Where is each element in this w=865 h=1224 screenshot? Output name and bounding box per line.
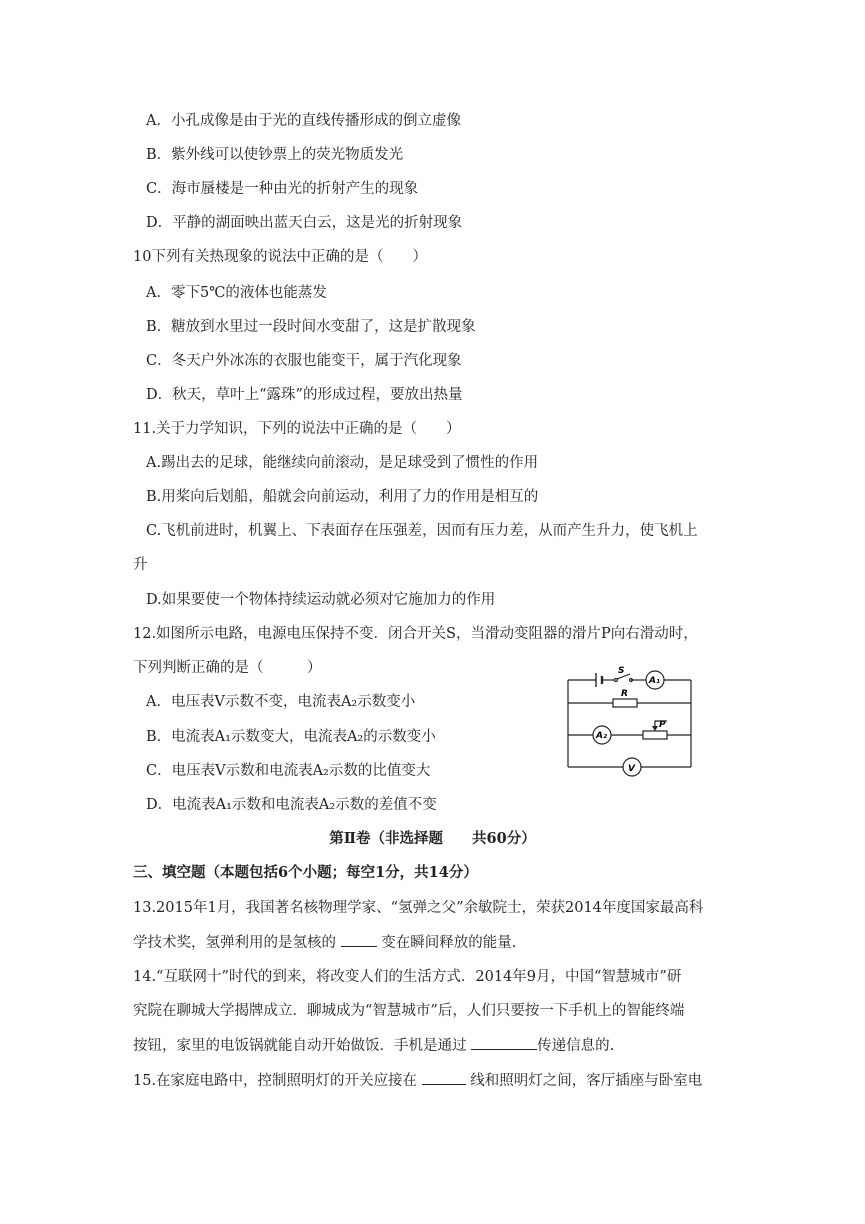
slider-label: P: [659, 720, 666, 730]
q12-option-a: A．电压表V示数不变，电流表A₂示数变小: [146, 694, 416, 710]
q11-option-c-cont: 升: [133, 557, 148, 573]
q14-text-before-blank: 按钮，家里的电饭锅就能自动开始做饭．手机是通过: [133, 1038, 472, 1054]
q12-stem-line1: 12.如图所示电路，电源电压保持不变．闭合开关S，当滑动变阻器的滑片P向右滑动时，: [133, 626, 698, 642]
q11-option-c: C.飞机前进时，机翼上、下表面存在压强差，因而有压力差，从而产生升力，使飞机上: [146, 523, 698, 539]
resistor-symbol: [613, 699, 637, 707]
q10-option-d: D．秋天，草叶上“露珠”的形成过程，要放出热量: [146, 387, 463, 403]
part3-title: 三、填空题（本题包括6个小题；每空1分，共14分）: [133, 864, 478, 881]
q14-answer-blank[interactable]: [471, 1035, 537, 1050]
q13-answer-blank[interactable]: [341, 932, 377, 947]
q13-text-after-blank: 变在瞬间释放的能量.: [376, 935, 517, 951]
q14-line3: [133, 1035, 614, 1056]
q9-option-d: D．平静的湖面映出蓝天白云，这是光的折射现象: [146, 215, 463, 231]
q15-text-after-blank: 线和照明灯之间，客厅插座与卧室电: [465, 1073, 703, 1089]
q11-option-d: D.如果要使一个物体持续运动就必须对它施加力的作用: [146, 592, 496, 608]
rheostat-symbol: [643, 731, 667, 739]
q12-option-c: C．电压表V示数和电流表A₂示数的比值变大: [146, 763, 431, 779]
q9-option-a: A．小孔成像是由于光的直线传播形成的倒立虚像: [146, 113, 461, 129]
q10-option-b: B．糖放到水里过一段时间水变甜了，这是扩散现象: [146, 319, 476, 335]
circuit-diagram: [563, 665, 713, 795]
q13-line1: 13.2015年1月，我国著名核物理学家、“氢弹之父”余敏院士，荣获2014年度国家最高科: [133, 900, 704, 916]
q13-text-before-blank: 学技术奖，氢弹利用的是氢核的: [133, 935, 341, 951]
ammeter-a2-label: A₂: [596, 731, 607, 741]
resistor-label: R: [621, 689, 628, 699]
q11-stem: 11.关于力学知识，下列的说法中正确的是（ ）: [133, 421, 461, 437]
switch-label: S: [618, 666, 625, 676]
q10-option-a: A．零下5℃的液体也能蒸发: [146, 285, 327, 301]
slider-arrow-head: [652, 726, 658, 731]
q15-answer-blank[interactable]: [422, 1070, 466, 1085]
q10-option-c: C．冬天户外冰冻的衣服也能变干，属于汽化现象: [146, 353, 462, 369]
q15-line1: [133, 1070, 702, 1091]
q13-line2: [133, 932, 516, 953]
q14-line1: 14.“互联网十”时代的到来，将改变人们的生活方式．2014年9月，中国“智慧城市”研: [133, 969, 682, 985]
voltmeter-label: V: [628, 764, 635, 774]
q9-option-b: B．紫外线可以使钞票上的荧光物质发光: [146, 147, 404, 163]
q10-stem: 10下列有关热现象的说法中正确的是（ ）: [133, 249, 427, 265]
section-title: 第Ⅱ卷（非选择题 共60分）: [329, 830, 536, 847]
q14-text-after-blank: 传递信息的.: [537, 1038, 615, 1054]
q15-text-before-blank: 15.在家庭电路中，控制照明灯的开关应接在: [133, 1073, 422, 1089]
q12-stem-line2: 下列判断正确的是（ ）: [133, 660, 322, 676]
q12-option-d: D．电流表A₁示数和电流表A₂示数的差值不变: [146, 797, 437, 813]
q14-line2: 究院在聊城大学揭牌成立．聊城成为“智慧城市”后，人们只要按一下手机上的智能终端: [133, 1003, 685, 1019]
ammeter-a1-label: A₁: [649, 676, 660, 686]
q9-option-c: C．海市蜃楼是一种由光的折射产生的现象: [146, 181, 419, 197]
q12-option-b: B．电流表A₁示数变大，电流表A₂的示数变小: [146, 729, 436, 745]
q11-option-b: B.用桨向后划船，船就会向前运动，利用了力的作用是相互的: [146, 489, 539, 505]
q11-option-a: A.踢出去的足球，能继续向前滚动，是足球受到了惯性的作用: [146, 455, 539, 471]
